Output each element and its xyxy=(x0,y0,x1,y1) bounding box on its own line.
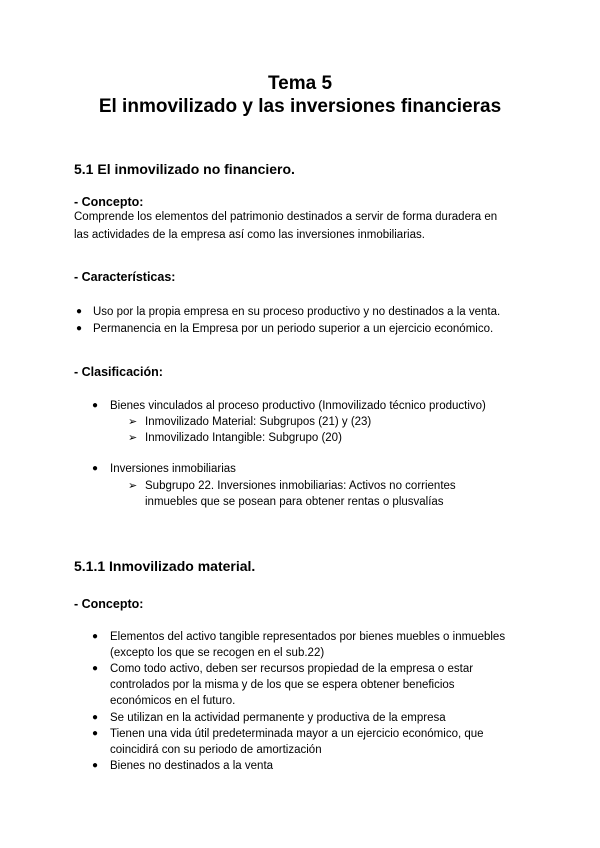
bullet-icon: ● xyxy=(92,631,99,642)
bullet-icon: ● xyxy=(92,728,99,739)
list-item-continuation: coincidirá con su periodo de amortización xyxy=(110,744,322,756)
sub-list-item: Inmovilizado Intangible: Subgrupo (20) xyxy=(145,432,342,444)
list-item: Bienes no destinados a la venta xyxy=(110,760,274,772)
list-item: Bienes vinculados al proceso productivo (Inmovilizado técnico productivo) xyxy=(110,400,486,412)
sub-list-item: Inmovilizado Material: Subgrupos (21) y (23) xyxy=(145,416,372,428)
bullet-icon: ● xyxy=(92,663,99,674)
list-item: Uso por la propia empresa en su proceso productivo y no destinados a la venta. xyxy=(93,306,501,318)
arrow-icon: ➢ xyxy=(128,480,138,492)
list-item-continuation: económicos en el futuro. xyxy=(110,695,236,707)
list-item-continuation: (excepto los que se recogen en el sub.22) xyxy=(110,647,325,659)
list-item: Elementos del activo tangible representados por bienes muebles o inmuebles xyxy=(110,631,506,643)
section-heading-5-1: 5.1 El inmovilizado no financiero. xyxy=(74,161,295,177)
bullet-icon: ● xyxy=(76,306,83,317)
arrow-icon: ➢ xyxy=(128,416,138,428)
list-item-continuation: controlados por la misma y de los que se espera obtener beneficios xyxy=(110,679,455,691)
list-item: Tienen una vida útil predeterminada mayor a un ejercicio económico, que xyxy=(110,728,484,740)
concepto-label: - Concepto: xyxy=(74,195,144,209)
concepto-line: Comprende los elementos del patrimonio destinados a servir de forma duradera en xyxy=(74,211,498,223)
list-item: Se utilizan en la actividad permanente y productiva de la empresa xyxy=(110,712,446,724)
bullet-icon: ● xyxy=(92,463,99,474)
page-title-line1: Tema 5 xyxy=(267,73,333,94)
sub-list-item: Subgrupo 22. Inversiones inmobiliarias: Activos no corrientes xyxy=(145,480,456,492)
section-heading-5-1-1: 5.1.1 Inmovilizado material. xyxy=(74,558,256,574)
concepto-label-5-1-1: - Concepto: xyxy=(74,597,144,611)
list-item: Como todo activo, deben ser recursos propiedad de la empresa o estar xyxy=(110,663,474,675)
bullet-icon: ● xyxy=(92,400,99,411)
caracteristicas-label: - Características: xyxy=(74,270,176,284)
bullet-icon: ● xyxy=(92,712,99,723)
arrow-icon: ➢ xyxy=(128,432,138,444)
page-title-line2: El inmovilizado y las inversiones financieras xyxy=(98,96,502,117)
sub-list-item-continuation: inmuebles que se posean para obtener rentas o plusvalías xyxy=(145,496,444,508)
concepto-paragraph xyxy=(74,208,534,244)
clasificacion-label: - Clasificación: xyxy=(74,365,163,379)
list-item: Inversiones inmobiliarias xyxy=(110,463,236,475)
bullet-icon: ● xyxy=(76,323,83,334)
bullet-icon: ● xyxy=(92,760,99,771)
list-item: Permanencia en la Empresa por un periodo superior a un ejercicio económico. xyxy=(93,323,494,335)
concepto-line: las actividades de la empresa así como las inversiones inmobiliarias. xyxy=(74,229,425,241)
